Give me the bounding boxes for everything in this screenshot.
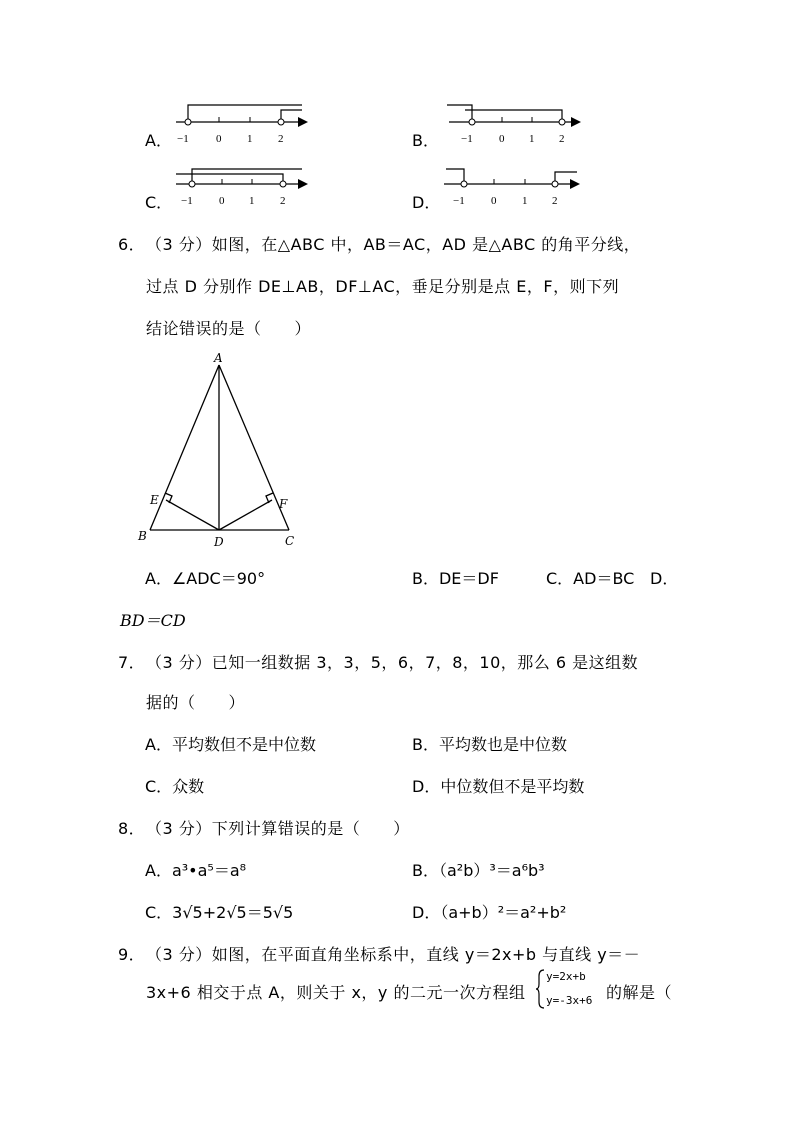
q6-number: 6． — [118, 235, 146, 254]
label-c: C — [285, 534, 295, 548]
svg-text:−1: −1 — [453, 195, 465, 207]
q5-option-d-letter: D． — [412, 193, 441, 212]
svg-text:−1: −1 — [461, 133, 473, 145]
q8-stem: （3 分）下列计算错误的是（ ） — [146, 819, 410, 838]
q5-number-line-b — [445, 100, 590, 152]
q9-system-brace — [536, 968, 546, 1010]
tick-1: 1 — [247, 133, 253, 145]
svg-text:1: 1 — [249, 195, 255, 207]
q7-option-c[interactable]: C．众数 — [145, 777, 205, 796]
q8-option-b[interactable]: B．（a²b）³＝a⁶b³ — [412, 861, 545, 880]
q7-option-a[interactable]: A．平均数但不是中位数 — [145, 735, 316, 754]
svg-text:2: 2 — [552, 195, 558, 207]
svg-text:0: 0 — [219, 195, 225, 207]
q8-number: 8． — [118, 819, 146, 838]
label-f: F — [279, 497, 288, 511]
q6-option-c[interactable]: C．AD＝BC — [546, 569, 635, 588]
q9-stem-line2: 3x+6 相交于点 A，则关于 x，y 的二元一次方程组 — [146, 983, 526, 1002]
q7-stem-line2: 据的（ ） — [146, 693, 246, 712]
q6-stem-line3: 结论错误的是（ ） — [146, 319, 312, 338]
q9-system-eq1: y=2x+b — [546, 970, 586, 983]
q5-option-a-letter: A． — [145, 131, 172, 150]
tick-neg1: −1 — [177, 133, 189, 145]
q9-stem-line1: （3 分）如图，在平面直角坐标系中，直线 y＝2x+b 与直线 y＝－ — [146, 945, 641, 964]
q9-number: 9． — [118, 945, 146, 964]
tick-2: 2 — [278, 133, 284, 145]
label-b: B — [138, 529, 147, 543]
q7-stem-line1: （3 分）已知一组数据 3，3，5，6，7，8，10，那么 6 是这组数 — [146, 653, 639, 672]
q9-stem-line2-tail: 的解是（ — [606, 983, 673, 1002]
svg-text:2: 2 — [559, 133, 565, 145]
q6-option-b[interactable]: B．DE＝DF — [412, 569, 499, 588]
svg-text:0: 0 — [491, 195, 497, 207]
q5-number-line-d — [440, 160, 585, 212]
q8-option-c[interactable]: C．3√5+2√5＝5√5 — [145, 903, 294, 922]
svg-text:0: 0 — [499, 133, 505, 145]
q5-number-line-a — [172, 100, 312, 152]
q9-system-eq2: y=-3x+6 — [546, 994, 593, 1007]
q6-stem-line2: 过点 D 分别作 DE⊥AB，DF⊥AC，垂足分别是点 E，F，则下列 — [146, 277, 620, 296]
svg-text:2: 2 — [280, 195, 286, 207]
q5-option-b-letter: B． — [412, 131, 439, 150]
q5-option-c-letter: C． — [145, 193, 173, 212]
q7-option-d[interactable]: D．中位数但不是平均数 — [412, 777, 585, 796]
label-e: E — [150, 493, 159, 507]
q6-stem-line1: （3 分）如图，在△ABC 中，AB＝AC，AD 是△ABC 的角平分线， — [146, 235, 641, 254]
q7-option-b[interactable]: B．平均数也是中位数 — [412, 735, 567, 754]
q6-option-a[interactable]: A．∠ADC＝90° — [145, 569, 266, 588]
q6-option-d-letter[interactable]: D． — [650, 569, 679, 588]
label-d: D — [214, 535, 224, 549]
q8-option-a[interactable]: A．a³•a⁵＝a⁸ — [145, 861, 247, 880]
svg-text:−1: −1 — [181, 195, 193, 207]
svg-text:1: 1 — [522, 195, 528, 207]
svg-text:1: 1 — [529, 133, 535, 145]
q6-triangle-figure — [132, 348, 302, 553]
tick-0: 0 — [216, 133, 222, 145]
q6-option-d[interactable]: BD＝CD — [120, 611, 186, 630]
q5-number-line-c — [172, 160, 312, 212]
label-a: A — [214, 351, 223, 365]
q8-option-d[interactable]: D．（a+b）²＝a²+b² — [412, 903, 567, 922]
q7-number: 7． — [118, 653, 146, 672]
